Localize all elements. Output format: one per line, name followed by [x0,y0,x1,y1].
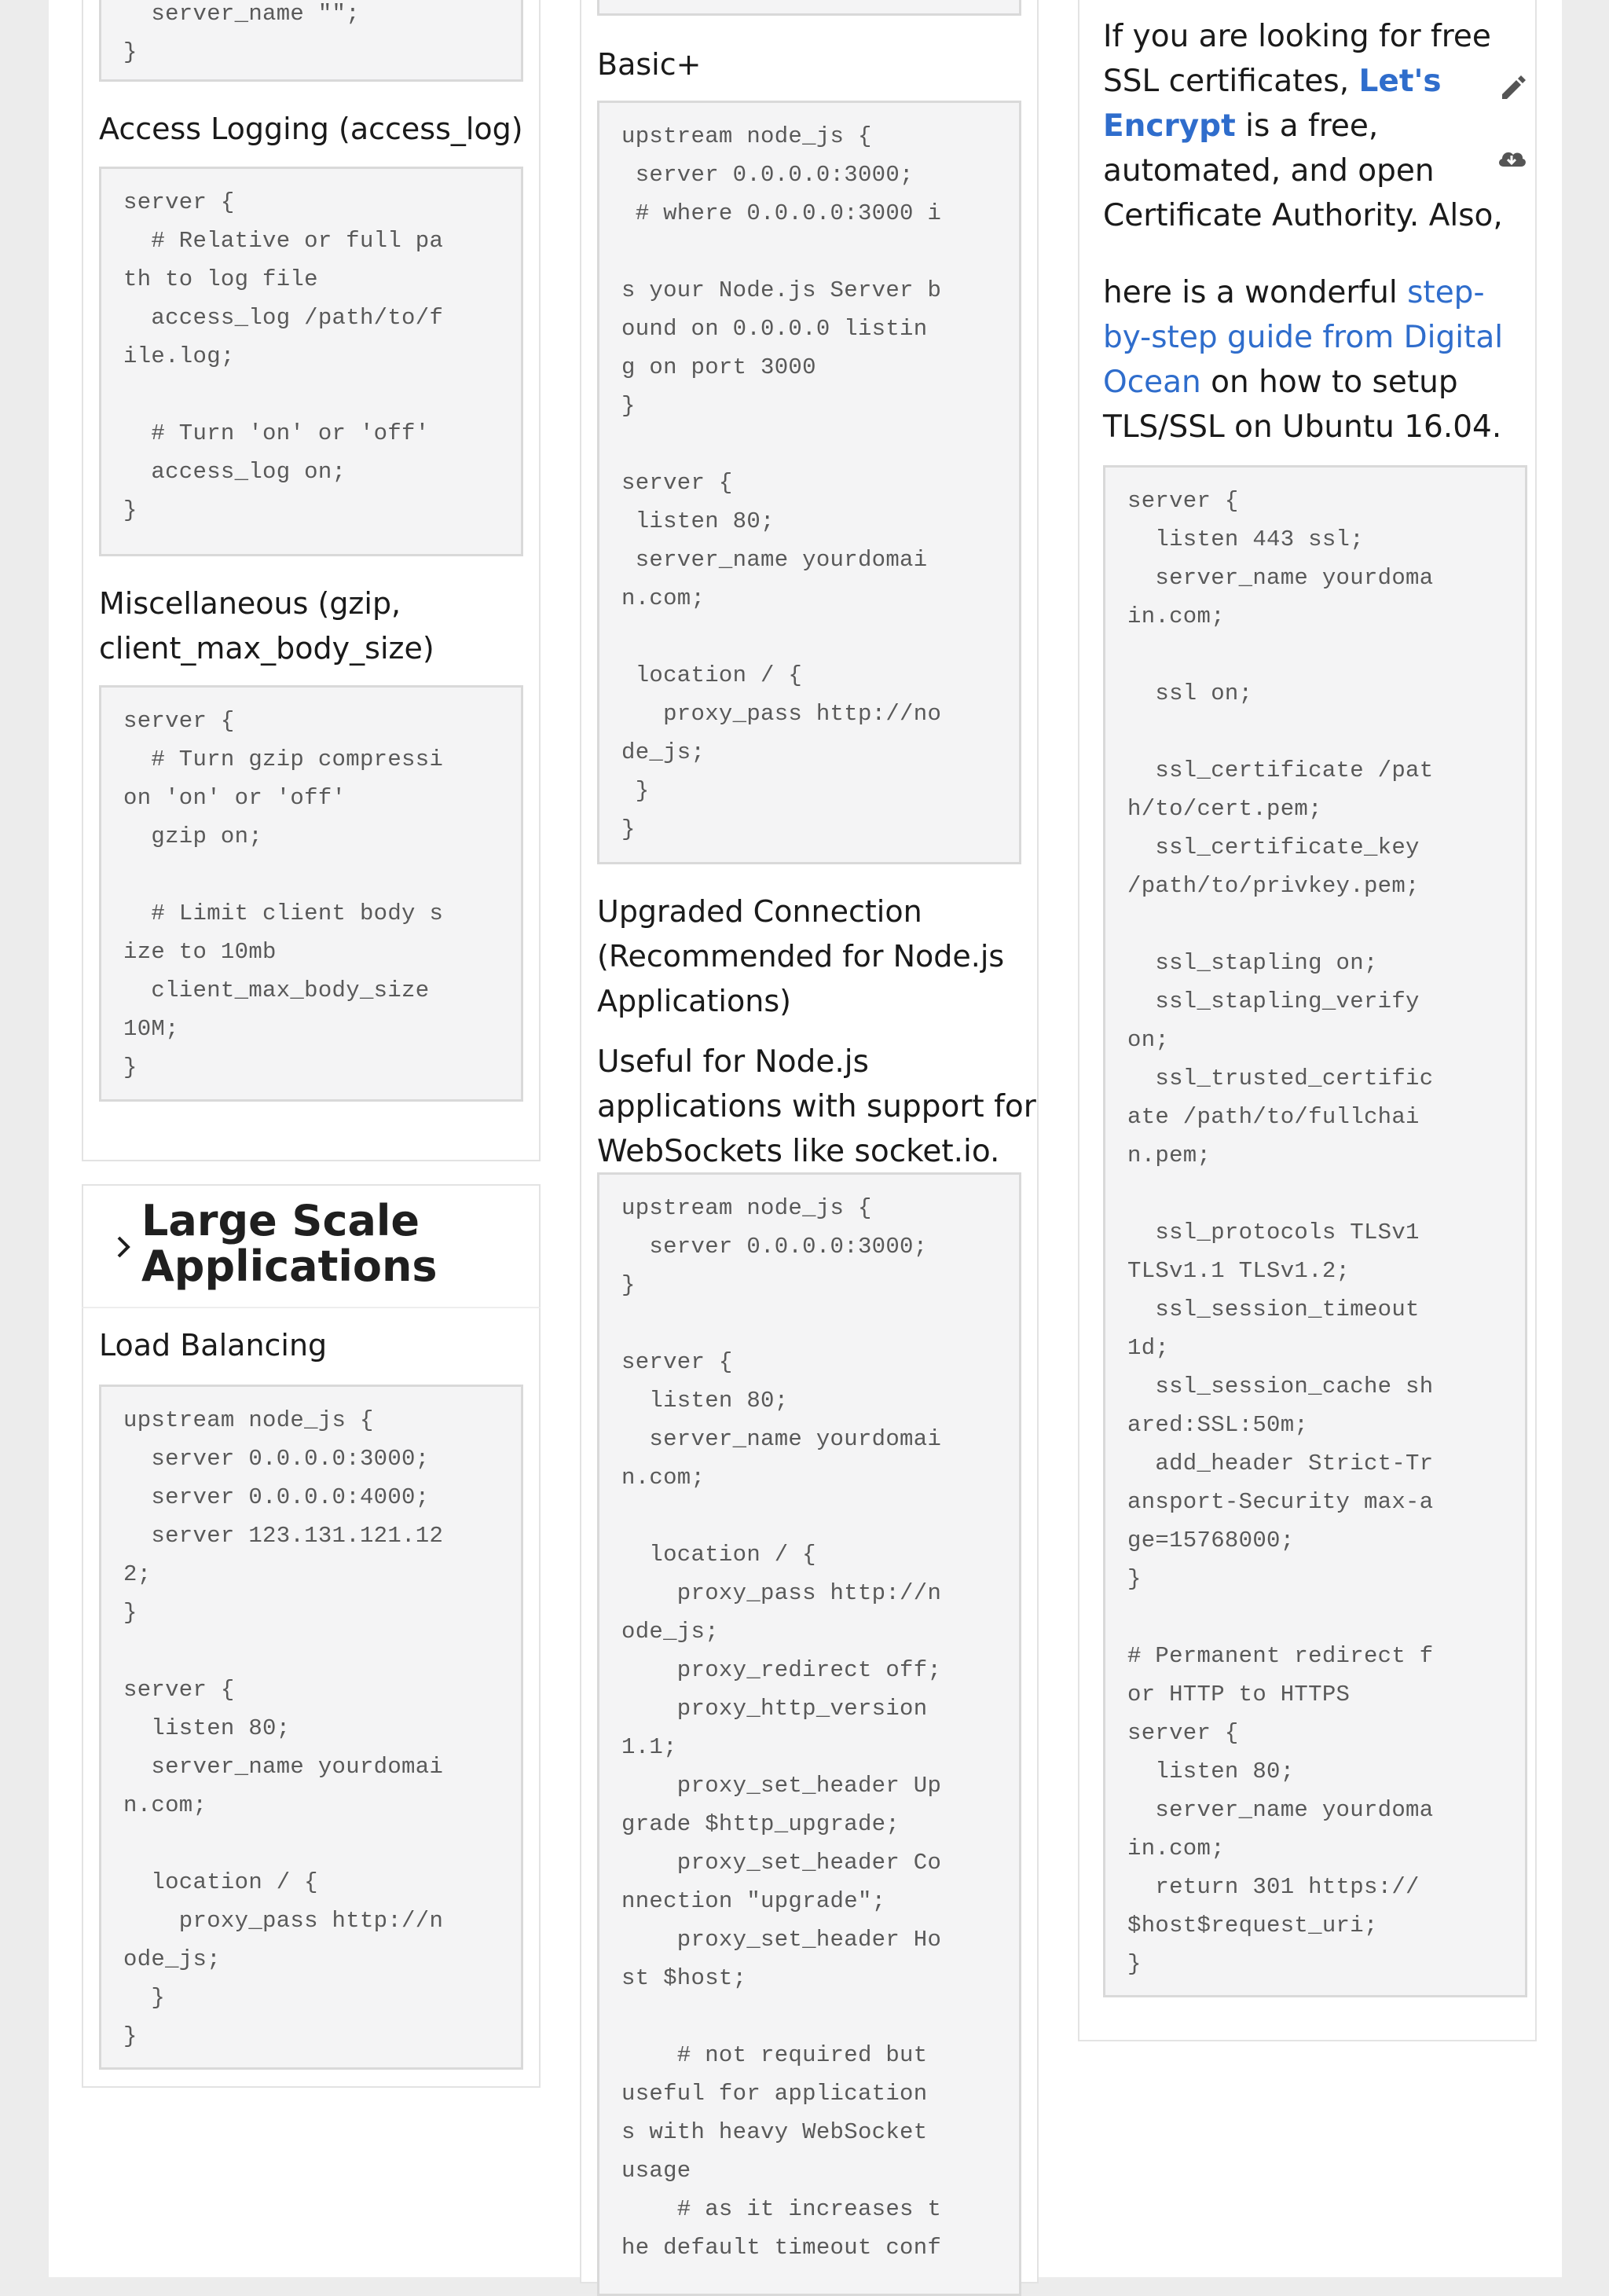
large-scale-title: Large Scale Applications [141,1196,438,1291]
upgraded-connection-description: Useful for Node.js applications with support for WebSockets like socket.io. [597,1044,1036,1169]
basic-plus-code: upstream node_js { server 0.0.0.0:3000; # where 0.0.0.0:3000 i s your Node.js Server b ound on 0.0.0.0 listin g on port 3000 } server { listen 80; server_name yourdomai n.com; location / { proxy_pass http://no de_js; } } [597,101,1021,864]
ssl-guide-paragraph [1103,270,1512,449]
pencil-icon[interactable] [1496,69,1530,104]
misc-heading: Miscellaneous (gzip, client_max_body_size) [99,586,434,666]
access-logging-code: server { # Relative or full pa th to log file access_log /path/to/f ile.log; # Turn 'on' or 'off' access_log on; } [99,167,523,556]
ssl-config-code: server { listen 443 ssl; server_name yourdoma in.com; ssl on; ssl_certificate /pat h/to/cert.pem; ssl_certificate_key /path/to/privkey.pem; ssl_stapling on; ssl_stapling_verify on; ssl_trusted_certific ate /path/to/fullchai n.pem; ssl_protocols TLSv1 TLSv1.1 TLSv1.2; ssl_session_timeout 1d; ssl_session_cache sh ared:SSL:50m; add_header Strict-Tr ansport-Security max-a ge=15768000; } # Permanent redirect f or HTTP to HTTPS server { listen 80; server_name yourdoma in.com; return 301 https:// $host$request_uri; } [1103,465,1527,1997]
large-scale-header[interactable] [82,1184,541,1308]
upgraded-connection-heading: Upgraded Connection (Recommended for Node.js Applications) [597,894,1005,1018]
misc-code: server { # Turn gzip compressi on 'on' or 'off' gzip on; # Limit client body s ize to 10mb client_max_body_size 10M; } [99,685,523,1102]
col2-top-code-stub [597,0,1021,16]
ssl-intro-text-2: is a free, automated, and open Certificate Authority. Also, [1103,108,1503,233]
load-balancing-heading: Load Balancing [99,1328,328,1363]
access-logging-heading: Access Logging (access_log) [99,112,523,146]
ssl-guide-text-2: on how to setup TLS/SSL on Ubuntu 16.04. [1103,365,1502,445]
upgraded-connection-code: upstream node_js { server 0.0.0.0:3000; } server { listen 80; server_name yourdomai n.com; location / { proxy_pass http://n ode_js; proxy_redirect off; proxy_http_version 1.1; proxy_set_header Up grade $http_upgrade; proxy_set_header Co nnection "upgrade"; proxy_set_header Ho st $host; # not required but useful for application s with heavy WebSocket usage # as it increases t he default timeout conf [597,1172,1021,2296]
cloud-download-icon[interactable] [1494,141,1529,176]
ssl-guide-text-1: here is a wonderful [1103,275,1408,310]
ssl-intro-paragraph [1103,14,1504,238]
chevron-right-icon [115,1234,134,1260]
load-balancing-code: upstream node_js { server 0.0.0.0:3000; server 0.0.0.0:4000; server 123.131.121.12 2; } server { listen 80; server_name yourdomai n.com; location / { proxy_pass http://n ode_js; } } [99,1385,523,2070]
ssl-intro-text-1: If you are looking for free SSL certificates, [1103,19,1491,99]
digital-ocean-guide-link[interactable]: step-by-step guide from Digital Ocean [1103,275,1504,400]
basic-plus-heading: Basic+ [597,47,702,82]
top-code-block: server_name ""; } [99,0,523,82]
lets-encrypt-link[interactable]: Let's Encrypt [1103,64,1442,144]
